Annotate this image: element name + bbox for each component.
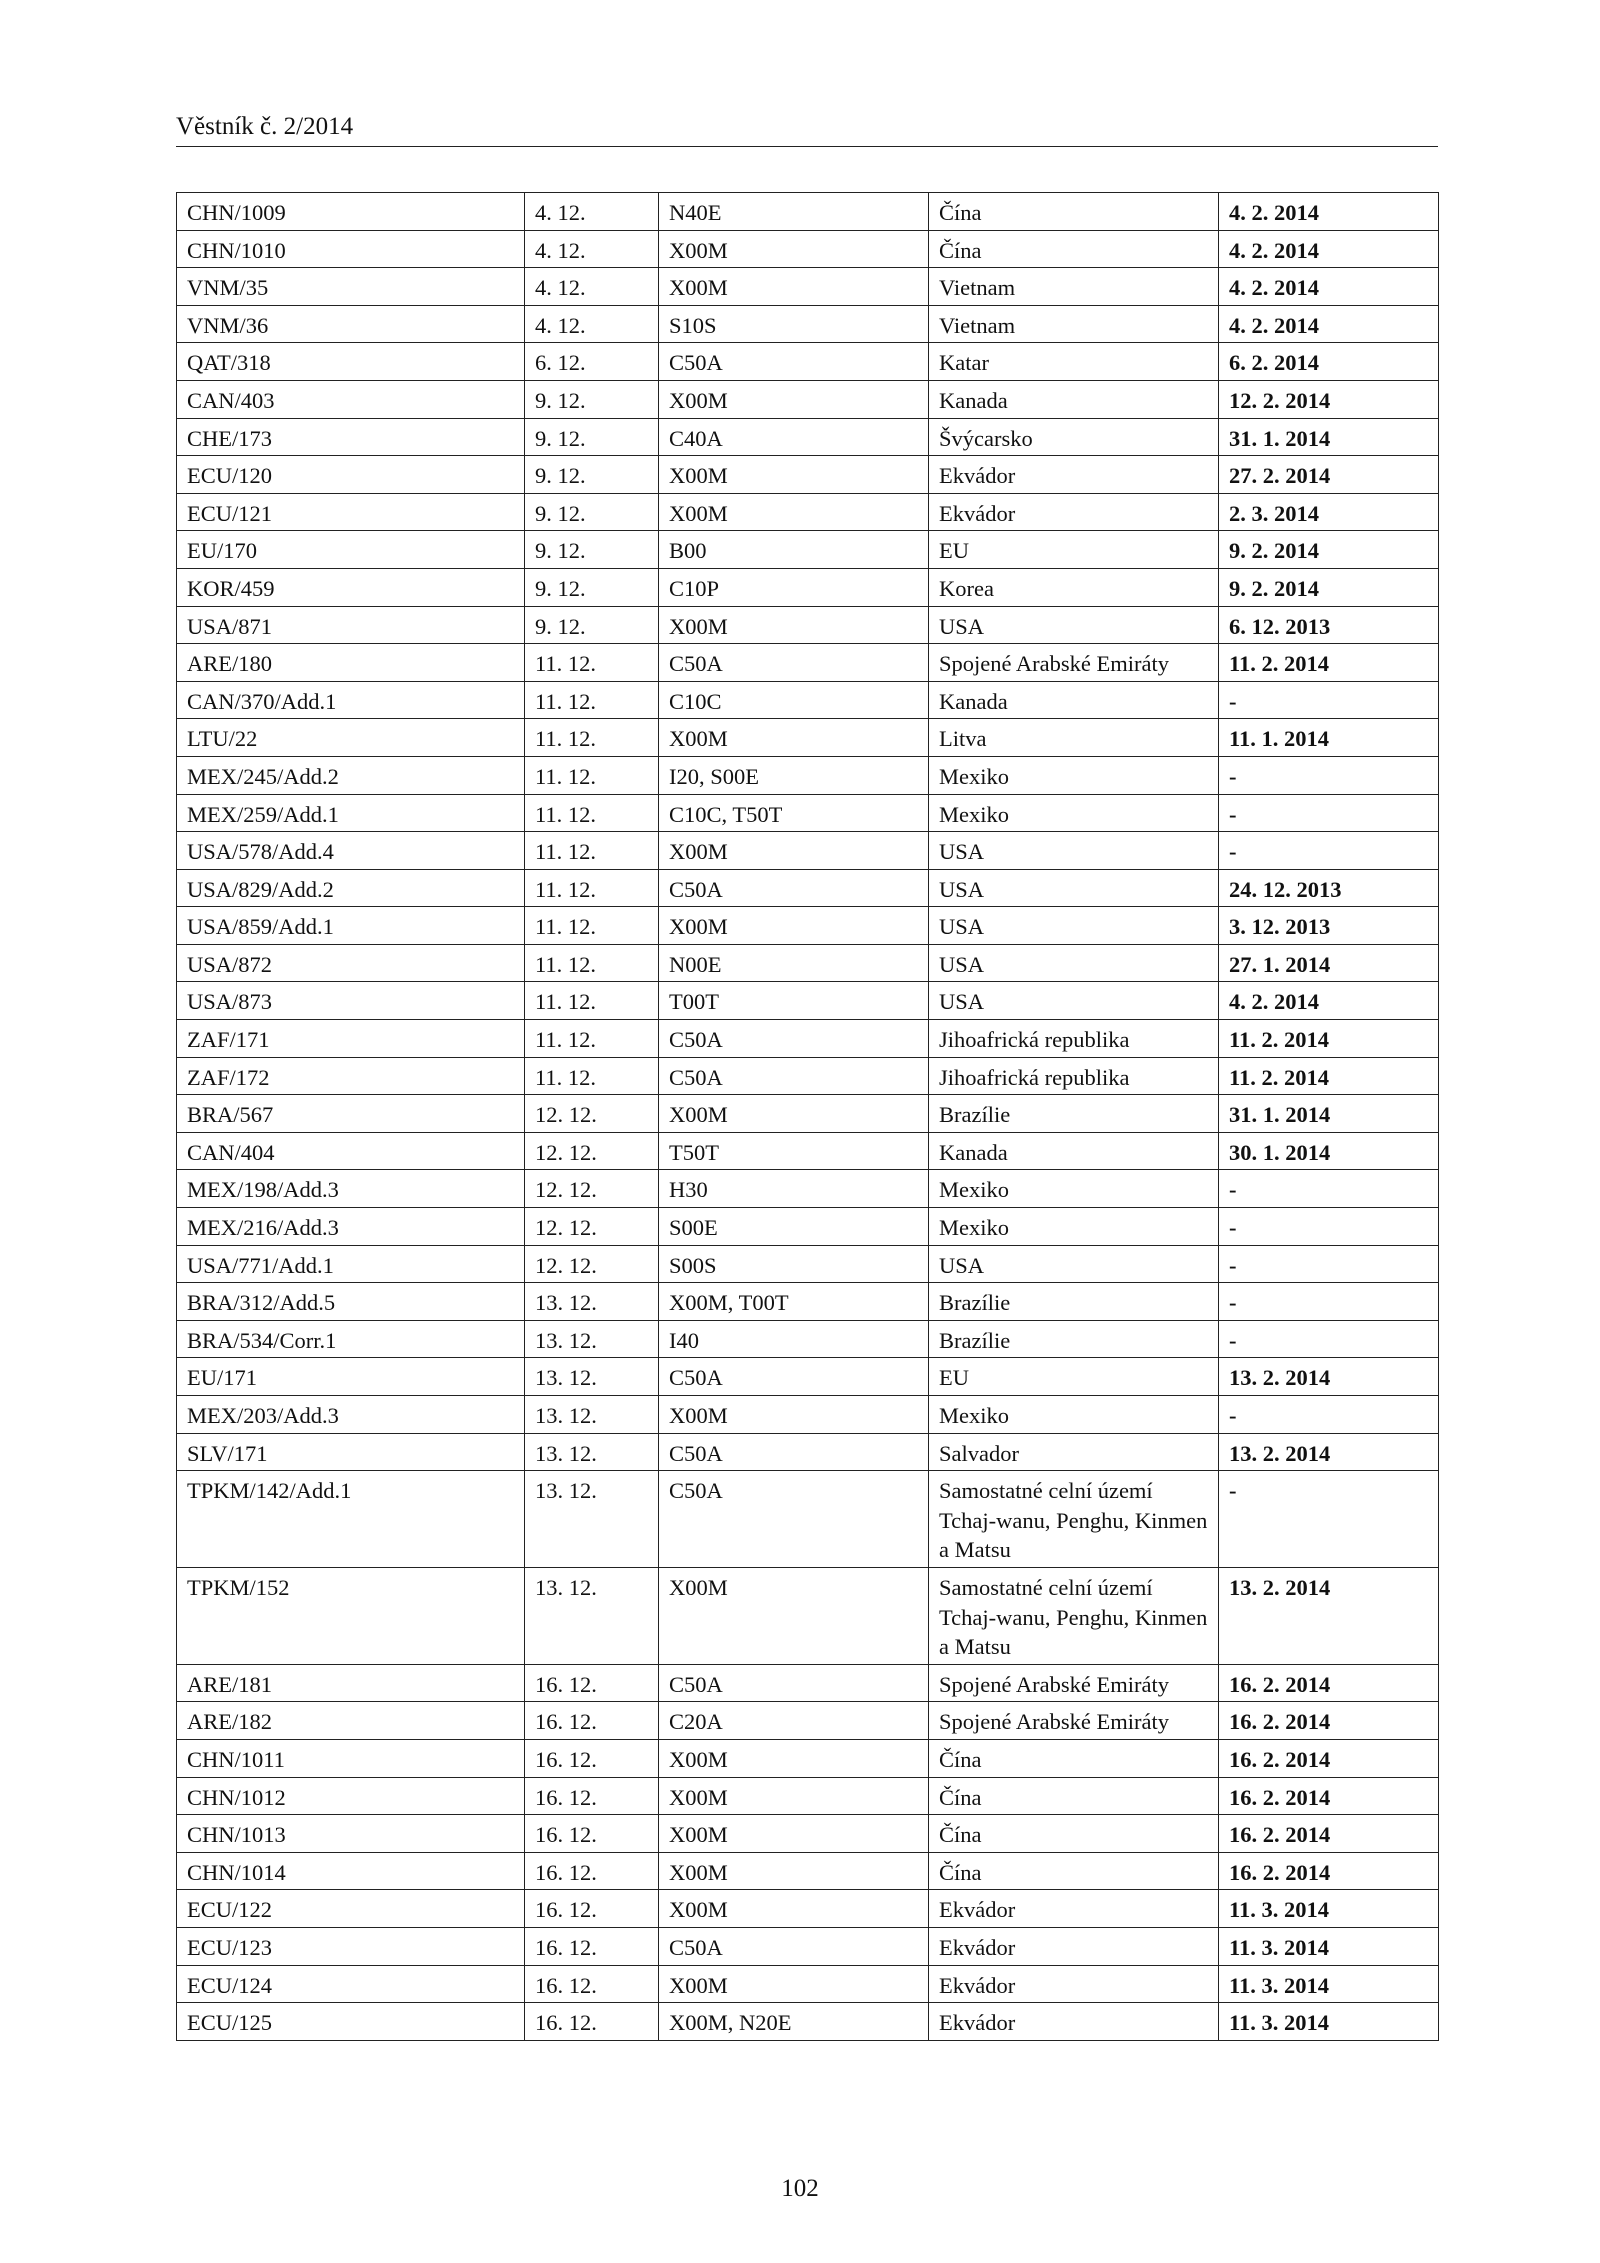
table-row	[177, 1320, 1439, 1358]
table-row	[177, 1567, 1439, 1664]
country-cell: Spojené Arabské Emiráty	[929, 644, 1219, 682]
date-cell: 16. 12.	[525, 1739, 659, 1777]
product-code-cell: C40A	[659, 418, 929, 456]
table-row	[177, 681, 1439, 719]
table-row	[177, 756, 1439, 794]
product-code-cell: X00M	[659, 268, 929, 306]
page-number: 102	[781, 2175, 819, 2202]
document-code-cell: KOR/459	[177, 568, 525, 606]
date-cell: 13. 12.	[525, 1396, 659, 1434]
document-code-cell: ECU/120	[177, 456, 525, 494]
date-cell: 11. 12.	[525, 1020, 659, 1058]
country-cell: USA	[929, 832, 1219, 870]
country-cell: Švýcarsko	[929, 418, 1219, 456]
country-cell: USA	[929, 606, 1219, 644]
deadline-cell: -	[1219, 1245, 1439, 1283]
table-row	[177, 1433, 1439, 1471]
date-cell: 16. 12.	[525, 1890, 659, 1928]
product-code-cell: C50A	[659, 343, 929, 381]
product-code-cell: X00M	[659, 832, 929, 870]
country-cell: Čína	[929, 1777, 1219, 1815]
document-code-cell: ECU/125	[177, 2003, 525, 2041]
product-code-cell: H30	[659, 1170, 929, 1208]
date-cell: 11. 12.	[525, 1057, 659, 1095]
table-row	[177, 531, 1439, 569]
table-row	[177, 719, 1439, 757]
deadline-cell: -	[1219, 1396, 1439, 1434]
document-code-cell: TPKM/152	[177, 1567, 525, 1664]
date-cell: 16. 12.	[525, 1702, 659, 1740]
country-cell: Brazílie	[929, 1095, 1219, 1133]
table-row	[177, 1965, 1439, 2003]
product-code-cell: C50A	[659, 1471, 929, 1568]
product-code-cell: C50A	[659, 644, 929, 682]
product-code-cell: X00M	[659, 1777, 929, 1815]
table-row	[177, 982, 1439, 1020]
deadline-cell: 24. 12. 2013	[1219, 869, 1439, 907]
table-row	[177, 1358, 1439, 1396]
table-row	[177, 606, 1439, 644]
document-code-cell: MEX/259/Add.1	[177, 794, 525, 832]
country-cell: EU	[929, 531, 1219, 569]
document-code-cell: LTU/22	[177, 719, 525, 757]
deadline-cell: -	[1219, 1208, 1439, 1246]
product-code-cell: X00M	[659, 719, 929, 757]
document-code-cell: USA/871	[177, 606, 525, 644]
deadline-cell: 3. 12. 2013	[1219, 907, 1439, 945]
product-code-cell: N40E	[659, 193, 929, 231]
document-code-cell: CAN/404	[177, 1132, 525, 1170]
date-cell: 9. 12.	[525, 380, 659, 418]
product-code-cell: X00M	[659, 230, 929, 268]
deadline-cell: 16. 2. 2014	[1219, 1664, 1439, 1702]
product-code-cell: C50A	[659, 1927, 929, 1965]
deadline-cell: 27. 1. 2014	[1219, 944, 1439, 982]
table-row	[177, 1283, 1439, 1321]
table-row	[177, 832, 1439, 870]
table-row	[177, 1020, 1439, 1058]
table-row	[177, 1927, 1439, 1965]
date-cell: 4. 12.	[525, 268, 659, 306]
table-row	[177, 418, 1439, 456]
deadline-cell: 11. 3. 2014	[1219, 1927, 1439, 1965]
date-cell: 11. 12.	[525, 681, 659, 719]
document-code-cell: ECU/123	[177, 1927, 525, 1965]
date-cell: 16. 12.	[525, 1927, 659, 1965]
document-code-cell: ARE/182	[177, 1702, 525, 1740]
table-row	[177, 1739, 1439, 1777]
deadline-cell: -	[1219, 681, 1439, 719]
date-cell: 4. 12.	[525, 230, 659, 268]
document-code-cell: ZAF/171	[177, 1020, 525, 1058]
document-code-cell: BRA/534/Corr.1	[177, 1320, 525, 1358]
product-code-cell: X00M	[659, 1965, 929, 2003]
country-cell: Ekvádor	[929, 1890, 1219, 1928]
date-cell: 12. 12.	[525, 1170, 659, 1208]
document-code-cell: USA/872	[177, 944, 525, 982]
country-cell: Korea	[929, 568, 1219, 606]
table-row	[177, 1777, 1439, 1815]
deadline-cell: 11. 2. 2014	[1219, 644, 1439, 682]
deadline-cell: 4. 2. 2014	[1219, 305, 1439, 343]
product-code-cell: X00M	[659, 380, 929, 418]
document-code-cell: CHN/1010	[177, 230, 525, 268]
date-cell: 11. 12.	[525, 944, 659, 982]
country-cell: Mexiko	[929, 794, 1219, 832]
deadline-cell: 16. 2. 2014	[1219, 1739, 1439, 1777]
country-cell: Katar	[929, 343, 1219, 381]
deadline-cell: 13. 2. 2014	[1219, 1358, 1439, 1396]
table-row	[177, 1170, 1439, 1208]
table-row	[177, 1245, 1439, 1283]
notifications-table-container	[176, 192, 1438, 2041]
deadline-cell: -	[1219, 1471, 1439, 1568]
document-code-cell: CHN/1009	[177, 193, 525, 231]
country-cell: Brazílie	[929, 1320, 1219, 1358]
document-code-cell: USA/829/Add.2	[177, 869, 525, 907]
country-cell: USA	[929, 944, 1219, 982]
deadline-cell: 6. 12. 2013	[1219, 606, 1439, 644]
document-code-cell: CAN/370/Add.1	[177, 681, 525, 719]
date-cell: 13. 12.	[525, 1358, 659, 1396]
country-cell: Mexiko	[929, 1396, 1219, 1434]
country-cell: Samostatné celní území Tchaj-wanu, Penghu, Kinmen a Matsu	[929, 1567, 1219, 1664]
date-cell: 9. 12.	[525, 493, 659, 531]
date-cell: 9. 12.	[525, 456, 659, 494]
country-cell: Litva	[929, 719, 1219, 757]
date-cell: 16. 12.	[525, 1852, 659, 1890]
table-row	[177, 1057, 1439, 1095]
page-header-title: Věstník č. 2/2014	[176, 113, 354, 140]
deadline-cell: 12. 2. 2014	[1219, 380, 1439, 418]
country-cell: Ekvádor	[929, 2003, 1219, 2041]
table-row	[177, 1208, 1439, 1246]
deadline-cell: 16. 2. 2014	[1219, 1777, 1439, 1815]
country-cell: Kanada	[929, 380, 1219, 418]
product-code-cell: C10C, T50T	[659, 794, 929, 832]
date-cell: 13. 12.	[525, 1567, 659, 1664]
table-row	[177, 230, 1439, 268]
product-code-cell: X00M	[659, 606, 929, 644]
table-row	[177, 268, 1439, 306]
product-code-cell: X00M	[659, 1095, 929, 1133]
deadline-cell: 13. 2. 2014	[1219, 1433, 1439, 1471]
country-cell: Vietnam	[929, 268, 1219, 306]
country-cell: Ekvádor	[929, 456, 1219, 494]
date-cell: 13. 12.	[525, 1433, 659, 1471]
country-cell: USA	[929, 869, 1219, 907]
document-code-cell: TPKM/142/Add.1	[177, 1471, 525, 1568]
table-row	[177, 456, 1439, 494]
product-code-cell: X00M, N20E	[659, 2003, 929, 2041]
country-cell: Čína	[929, 230, 1219, 268]
country-cell: USA	[929, 907, 1219, 945]
date-cell: 12. 12.	[525, 1208, 659, 1246]
table-row	[177, 794, 1439, 832]
date-cell: 11. 12.	[525, 756, 659, 794]
country-cell: Jihoafrická republika	[929, 1020, 1219, 1058]
date-cell: 11. 12.	[525, 982, 659, 1020]
document-code-cell: SLV/171	[177, 1433, 525, 1471]
document-code-cell: ARE/180	[177, 644, 525, 682]
country-cell: Jihoafrická republika	[929, 1057, 1219, 1095]
table-row	[177, 1396, 1439, 1434]
document-code-cell: ECU/124	[177, 1965, 525, 2003]
date-cell: 6. 12.	[525, 343, 659, 381]
header-divider	[176, 146, 1438, 147]
date-cell: 11. 12.	[525, 794, 659, 832]
date-cell: 9. 12.	[525, 531, 659, 569]
date-cell: 9. 12.	[525, 568, 659, 606]
deadline-cell: 9. 2. 2014	[1219, 531, 1439, 569]
document-code-cell: USA/771/Add.1	[177, 1245, 525, 1283]
document-code-cell: ZAF/172	[177, 1057, 525, 1095]
date-cell: 11. 12.	[525, 869, 659, 907]
product-code-cell: C10C	[659, 681, 929, 719]
document-code-cell: MEX/203/Add.3	[177, 1396, 525, 1434]
table-row	[177, 869, 1439, 907]
country-cell: Ekvádor	[929, 1927, 1219, 1965]
document-code-cell: EU/170	[177, 531, 525, 569]
deadline-cell: 31. 1. 2014	[1219, 1095, 1439, 1133]
deadline-cell: 9. 2. 2014	[1219, 568, 1439, 606]
deadline-cell: -	[1219, 794, 1439, 832]
product-code-cell: T00T	[659, 982, 929, 1020]
deadline-cell: 11. 2. 2014	[1219, 1057, 1439, 1095]
document-code-cell: CAN/403	[177, 380, 525, 418]
table-row	[177, 1132, 1439, 1170]
table-row	[177, 2003, 1439, 2041]
deadline-cell: -	[1219, 1320, 1439, 1358]
date-cell: 11. 12.	[525, 644, 659, 682]
product-code-cell: X00M	[659, 493, 929, 531]
document-code-cell: USA/578/Add.4	[177, 832, 525, 870]
document-code-cell: BRA/312/Add.5	[177, 1283, 525, 1321]
country-cell: Kanada	[929, 681, 1219, 719]
table-row	[177, 1471, 1439, 1568]
date-cell: 12. 12.	[525, 1132, 659, 1170]
product-code-cell: C50A	[659, 1433, 929, 1471]
document-code-cell: CHE/173	[177, 418, 525, 456]
document-code-cell: EU/171	[177, 1358, 525, 1396]
document-code-cell: MEX/198/Add.3	[177, 1170, 525, 1208]
table-row	[177, 343, 1439, 381]
table-row	[177, 644, 1439, 682]
table-row	[177, 944, 1439, 982]
product-code-cell: C50A	[659, 869, 929, 907]
deadline-cell: -	[1219, 756, 1439, 794]
document-code-cell: VNM/36	[177, 305, 525, 343]
date-cell: 16. 12.	[525, 1815, 659, 1853]
country-cell: Samostatné celní území Tchaj-wanu, Penghu, Kinmen a Matsu	[929, 1471, 1219, 1568]
deadline-cell: 4. 2. 2014	[1219, 982, 1439, 1020]
country-cell: Čína	[929, 1815, 1219, 1853]
deadline-cell: 11. 3. 2014	[1219, 2003, 1439, 2041]
date-cell: 16. 12.	[525, 1664, 659, 1702]
product-code-cell: I20, S00E	[659, 756, 929, 794]
product-code-cell: X00M	[659, 1739, 929, 1777]
deadline-cell: 11. 2. 2014	[1219, 1020, 1439, 1058]
document-code-cell: BRA/567	[177, 1095, 525, 1133]
country-cell: Spojené Arabské Emiráty	[929, 1702, 1219, 1740]
product-code-cell: X00M	[659, 1890, 929, 1928]
date-cell: 13. 12.	[525, 1471, 659, 1568]
table-body	[177, 193, 1439, 2041]
country-cell: Ekvádor	[929, 493, 1219, 531]
document-code-cell: MEX/245/Add.2	[177, 756, 525, 794]
document-code-cell: ECU/121	[177, 493, 525, 531]
document-code-cell: CHN/1011	[177, 1739, 525, 1777]
product-code-cell: I40	[659, 1320, 929, 1358]
product-code-cell: X00M	[659, 1815, 929, 1853]
date-cell: 11. 12.	[525, 907, 659, 945]
table-row	[177, 1890, 1439, 1928]
table-row	[177, 1095, 1439, 1133]
document-code-cell: USA/859/Add.1	[177, 907, 525, 945]
document-code-cell: CHN/1014	[177, 1852, 525, 1890]
date-cell: 9. 12.	[525, 418, 659, 456]
deadline-cell: 16. 2. 2014	[1219, 1852, 1439, 1890]
deadline-cell: 4. 2. 2014	[1219, 230, 1439, 268]
country-cell: Mexiko	[929, 1208, 1219, 1246]
product-code-cell: C20A	[659, 1702, 929, 1740]
deadline-cell: 11. 3. 2014	[1219, 1890, 1439, 1928]
country-cell: USA	[929, 982, 1219, 1020]
deadline-cell: 13. 2. 2014	[1219, 1567, 1439, 1664]
date-cell: 11. 12.	[525, 719, 659, 757]
product-code-cell: X00M, T00T	[659, 1283, 929, 1321]
document-code-cell: CHN/1012	[177, 1777, 525, 1815]
document-code-cell: ARE/181	[177, 1664, 525, 1702]
table-row	[177, 493, 1439, 531]
deadline-cell: 31. 1. 2014	[1219, 418, 1439, 456]
date-cell: 16. 12.	[525, 2003, 659, 2041]
deadline-cell: 4. 2. 2014	[1219, 268, 1439, 306]
product-code-cell: S00E	[659, 1208, 929, 1246]
country-cell: Mexiko	[929, 756, 1219, 794]
country-cell: Brazílie	[929, 1283, 1219, 1321]
table-row	[177, 193, 1439, 231]
product-code-cell: X00M	[659, 907, 929, 945]
deadline-cell: 6. 2. 2014	[1219, 343, 1439, 381]
date-cell: 12. 12.	[525, 1245, 659, 1283]
date-cell: 4. 12.	[525, 305, 659, 343]
product-code-cell: X00M	[659, 456, 929, 494]
deadline-cell: 11. 1. 2014	[1219, 719, 1439, 757]
product-code-cell: T50T	[659, 1132, 929, 1170]
product-code-cell: N00E	[659, 944, 929, 982]
country-cell: USA	[929, 1245, 1219, 1283]
table-row	[177, 1702, 1439, 1740]
product-code-cell: S00S	[659, 1245, 929, 1283]
deadline-cell: 16. 2. 2014	[1219, 1815, 1439, 1853]
country-cell: Salvador	[929, 1433, 1219, 1471]
document-code-cell: QAT/318	[177, 343, 525, 381]
product-code-cell: C50A	[659, 1020, 929, 1058]
deadline-cell: 11. 3. 2014	[1219, 1965, 1439, 2003]
document-code-cell: USA/873	[177, 982, 525, 1020]
product-code-cell: S10S	[659, 305, 929, 343]
deadline-cell: 16. 2. 2014	[1219, 1702, 1439, 1740]
product-code-cell: X00M	[659, 1567, 929, 1664]
deadline-cell: 4. 2. 2014	[1219, 193, 1439, 231]
product-code-cell: X00M	[659, 1396, 929, 1434]
product-code-cell: C50A	[659, 1664, 929, 1702]
date-cell: 9. 12.	[525, 606, 659, 644]
date-cell: 12. 12.	[525, 1095, 659, 1133]
document-code-cell: ECU/122	[177, 1890, 525, 1928]
table-row	[177, 1664, 1439, 1702]
table-row	[177, 380, 1439, 418]
deadline-cell: 30. 1. 2014	[1219, 1132, 1439, 1170]
document-code-cell: VNM/35	[177, 268, 525, 306]
date-cell: 16. 12.	[525, 1777, 659, 1815]
table-row	[177, 305, 1439, 343]
deadline-cell: 2. 3. 2014	[1219, 493, 1439, 531]
country-cell: Ekvádor	[929, 1965, 1219, 2003]
document-code-cell: CHN/1013	[177, 1815, 525, 1853]
date-cell: 11. 12.	[525, 832, 659, 870]
product-code-cell: C10P	[659, 568, 929, 606]
table-row	[177, 568, 1439, 606]
table-row	[177, 1815, 1439, 1853]
country-cell: Mexiko	[929, 1170, 1219, 1208]
date-cell: 13. 12.	[525, 1283, 659, 1321]
country-cell: Čína	[929, 193, 1219, 231]
deadline-cell: 27. 2. 2014	[1219, 456, 1439, 494]
deadline-cell: -	[1219, 1170, 1439, 1208]
country-cell: Vietnam	[929, 305, 1219, 343]
product-code-cell: B00	[659, 531, 929, 569]
table-row	[177, 1852, 1439, 1890]
product-code-cell: C50A	[659, 1358, 929, 1396]
document-code-cell: MEX/216/Add.3	[177, 1208, 525, 1246]
deadline-cell: -	[1219, 832, 1439, 870]
country-cell: Kanada	[929, 1132, 1219, 1170]
country-cell: EU	[929, 1358, 1219, 1396]
product-code-cell: C50A	[659, 1057, 929, 1095]
date-cell: 16. 12.	[525, 1965, 659, 2003]
date-cell: 4. 12.	[525, 193, 659, 231]
table-row	[177, 907, 1439, 945]
country-cell: Spojené Arabské Emiráty	[929, 1664, 1219, 1702]
country-cell: Čína	[929, 1852, 1219, 1890]
product-code-cell: X00M	[659, 1852, 929, 1890]
date-cell: 13. 12.	[525, 1320, 659, 1358]
country-cell: Čína	[929, 1739, 1219, 1777]
deadline-cell: -	[1219, 1283, 1439, 1321]
notifications-table	[176, 192, 1439, 2041]
